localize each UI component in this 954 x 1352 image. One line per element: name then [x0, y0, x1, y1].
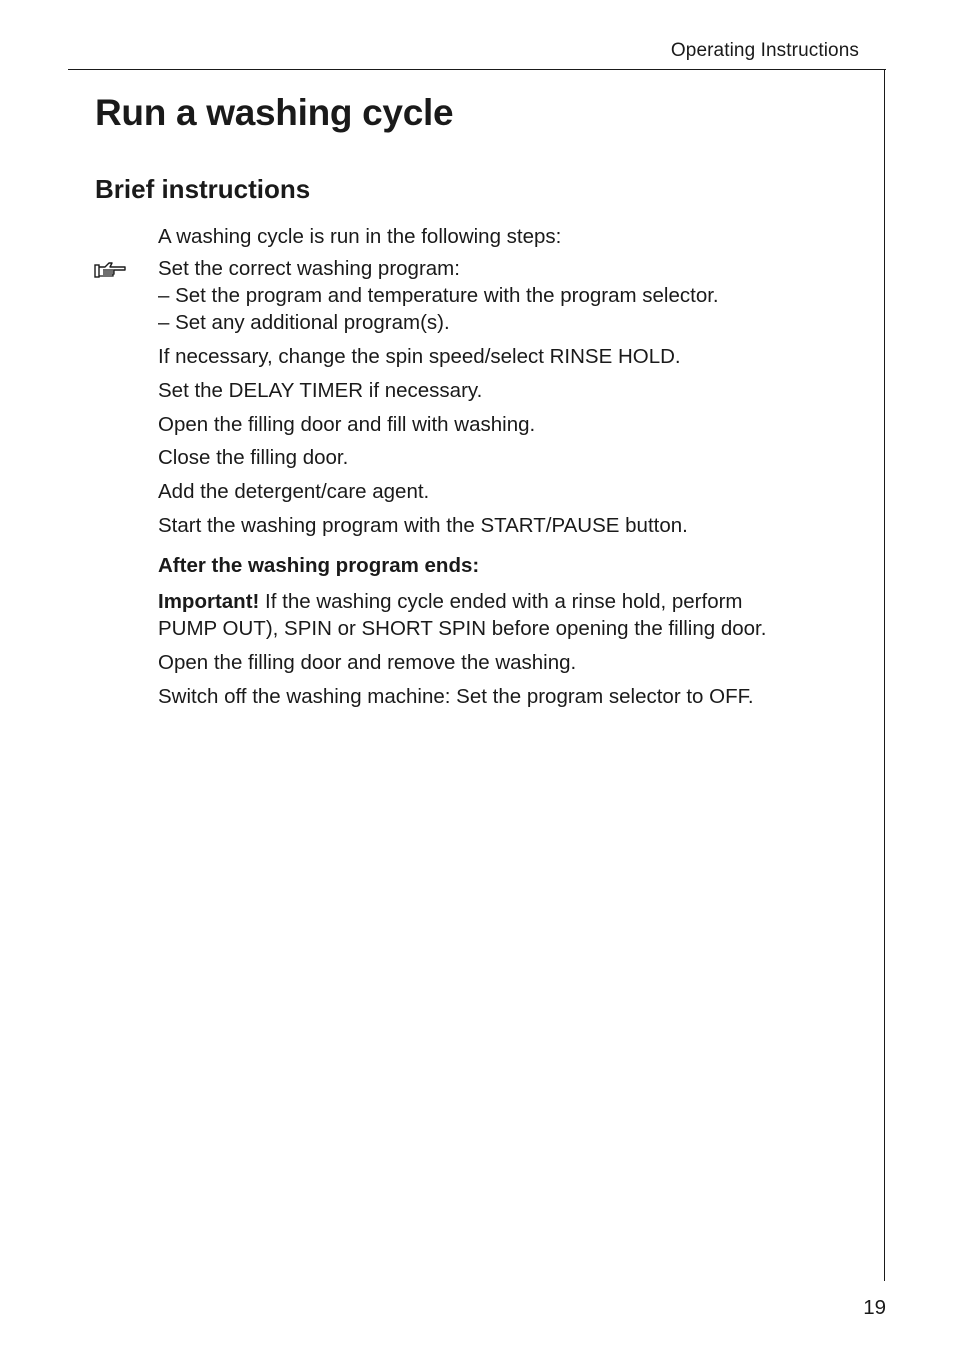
step-text: Set the DELAY TIMER if necessary. — [158, 379, 483, 402]
step-text: Open the filling door and remove the washing. — [158, 651, 577, 674]
page-title: Run a washing cycle — [95, 92, 454, 133]
section-title: Brief instructions — [95, 174, 311, 204]
important-note-line-2: PUMP OUT), SPIN or SHORT SPIN before opening the filling door. — [158, 617, 767, 640]
step-8 — [158, 651, 576, 675]
header-rule — [68, 69, 886, 70]
intro-text: A washing cycle is run in the following steps: — [158, 225, 562, 248]
step-2 — [158, 345, 681, 369]
pointing-hand-icon — [94, 260, 128, 280]
step-text: Switch off the washing machine: Set the program selector to OFF. — [158, 685, 754, 708]
step-9 — [158, 685, 754, 709]
step-text: Close the filling door. — [158, 446, 349, 469]
after-program-heading: After the washing program ends: — [158, 554, 480, 577]
step-4 — [158, 413, 535, 437]
page-number: 19 — [863, 1296, 886, 1319]
step-text: Add the detergent/care agent. — [158, 480, 430, 503]
substep-2: – Set any additional program(s). — [158, 311, 450, 334]
step-1 — [158, 257, 460, 281]
important-note-line-1 — [158, 590, 743, 614]
important-label: Important! — [158, 590, 260, 613]
step-5 — [158, 446, 348, 470]
step-text: Open the filling door and fill with washing. — [158, 413, 536, 436]
header-section-label: Operating Instructions — [670, 40, 859, 61]
substep-1: – Set the program and temperature with the program selector. — [158, 284, 719, 307]
margin-rule — [884, 69, 885, 1281]
step-6 — [158, 480, 429, 504]
step-text: Start the washing program with the START/PAUSE button. — [158, 514, 688, 537]
step-text: Set the correct washing program: — [158, 257, 460, 280]
step-3 — [158, 379, 482, 403]
step-text: If necessary, change the spin speed/select RINSE HOLD. — [158, 345, 681, 368]
step-7 — [158, 514, 688, 538]
important-text: If the washing cycle ended with a rinse hold, perform — [259, 590, 743, 613]
